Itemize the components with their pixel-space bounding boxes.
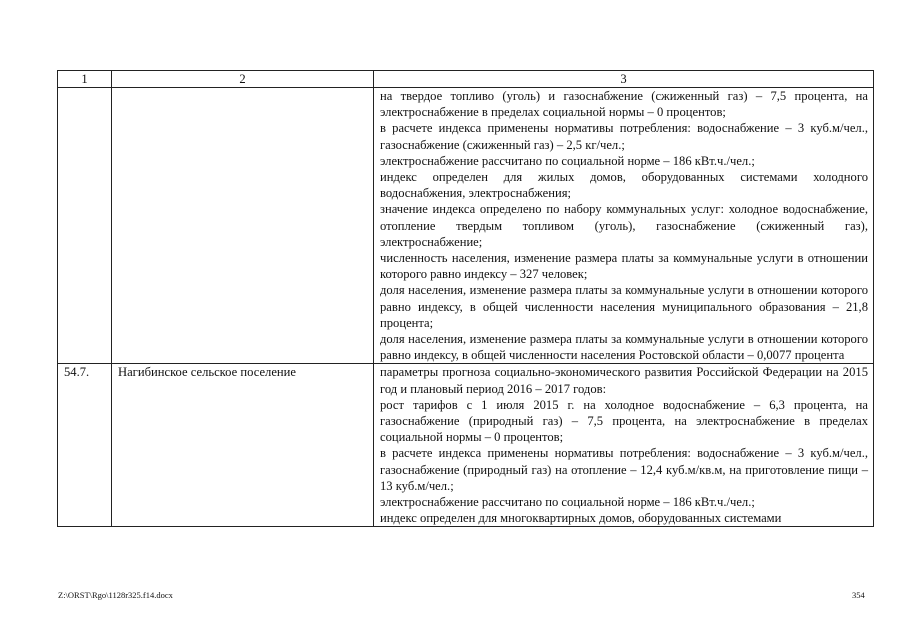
table-row (58, 364, 874, 527)
description-paragraph: на твердое топливо (уголь) и газоснабжение (сжиженный газ) – 7,5 процента, на электроснабжение в пределах социальной нормы – 0 процентов; (380, 89, 868, 120)
header-cell-2: 2 (112, 71, 374, 88)
description-paragraph: электроснабжение рассчитано по социальной норме – 186 кВт.ч./чел.; (380, 153, 755, 168)
table-row (58, 88, 874, 364)
description-paragraph: в расчете индекса применены нормативы потребления: водоснабжение – 3 куб.м/чел., газоснабжение (природный газ) на отопление – 12,4 куб.м/кв.м, на приготовление пищи – 13 куб.м/чел.; (380, 446, 868, 493)
description-paragraph: в расчете индекса применены нормативы потребления: водоснабжение – 3 куб.м/чел., газоснабжение (сжиженный газ) – 2,5 кг/чел.; (380, 121, 868, 152)
description-paragraph: значение индекса определено по набору коммунальных услуг: холодное водоснабжение, отопление твердым топливом (уголь), газоснабжение (сжиженный газ), электроснабжение; (380, 202, 868, 249)
description-paragraph: параметры прогноза социально-экономического развития Российской Федерации на 2015 год и плановый период 2016 – 2017 годов: (380, 365, 868, 396)
table-header-row (58, 71, 874, 88)
row-description (374, 364, 874, 527)
description-paragraph: доля населения, изменение размера платы за коммунальные услуги в отношении которого равно индексу, в общей численности населения муниципального образования – 21,8 процента; (380, 283, 868, 330)
description-paragraph: численность населения, изменение размера платы за коммунальные услуги в отношении которого равно индексу – 327 человек; (380, 251, 868, 282)
row-number (58, 88, 112, 364)
row-name (112, 88, 374, 364)
row-description (374, 88, 874, 364)
content-table (57, 70, 874, 527)
description-paragraph: доля населения, изменение размера платы за коммунальные услуги в отношении которого равно индексу, в общей численности населения Ростовской области – 0,0077 процента (380, 332, 868, 363)
description-paragraph: электроснабжение рассчитано по социальной норме – 186 кВт.ч./чел.; (380, 495, 755, 510)
header-cell-1: 1 (58, 71, 112, 88)
row-number: 54.7. (58, 364, 112, 527)
footer-page-number: 354 (852, 590, 865, 600)
description-paragraph: индекс определен для жилых домов, оборудованных системами холодного водоснабжения, электроснабжения; (380, 170, 868, 201)
footer-file-path: Z:\ORST\Rgo\1128r325.f14.docx (58, 590, 173, 600)
header-cell-3: 3 (374, 71, 874, 88)
row-name: Нагибинское сельское поселение (112, 364, 374, 527)
description-paragraph: индекс определен для многоквартирных домов, оборудованных системами (380, 511, 782, 526)
description-paragraph: рост тарифов с 1 июля 2015 г. на холодное водоснабжение – 6,3 процента, на газоснабжение (природный газ) – 7,5 процента, на электроснабжение в пределах социальной нормы – 0 процентов; (380, 397, 868, 445)
